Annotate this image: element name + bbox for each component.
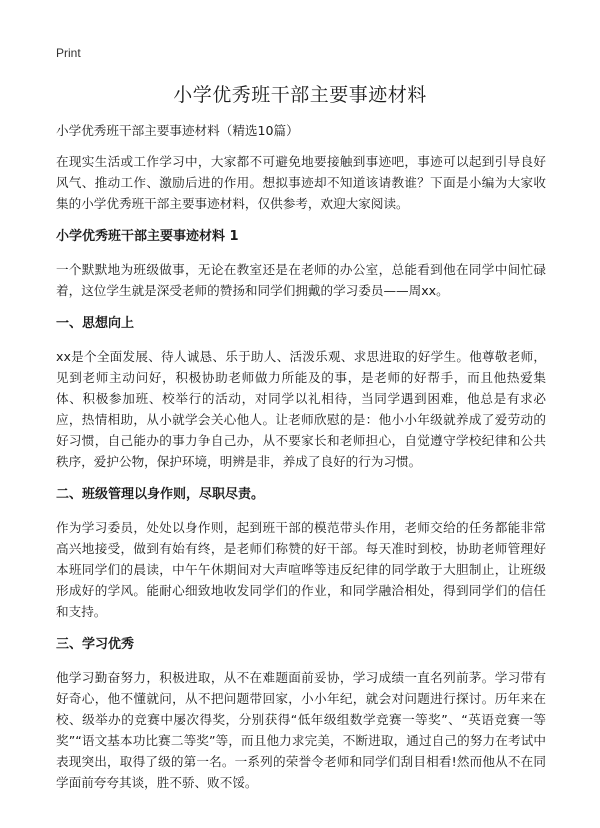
- section-body-study: 他学习勤奋努力，积极进取，从不在难题面前妥协，学习成绩一直名列前茅。学习带有好奇心，他不懂就问，从不把问题带回家，小小年纪，就会对问题进行探讨。历年来在校、级举办的竞赛中屡次得奖，分别获得“低年级组数学竞赛一等奖”、“英语竞赛一等奖”“语文基本功比赛二等奖”等，而且他力求完美，不断进取，通过自己的努力在考试中表现突出，取得了级的第一名。一系列的荣誉令老师和同学们刮目相看!然而他从不在同学面前夸夸其谈，胜不骄、败不馁。: [56, 670, 546, 790]
- section-body-thought: xx是个全面发展、待人诚恳、乐于助人、活泼乐观、求思进取的好学生。他尊敬老师，见到老师主动问好，积极协助老师做力所能及的事，是老师的好帮手，而且他热爱集体、积极参加班、校举行的活动，对同学以礼相待，当同学遇到困难，他总是有求必应，热情相助，从小就学会关心他人。让老师欣慰的是：他小小年级就养成了爱劳动的好习惯，自己能办的事力争自己办，从不要家长和老师担心，自觉遵守学校纪律和公共秩序，爱护公物，保护环境，明辨是非，养成了良好的行为习惯。: [56, 349, 546, 469]
- section-body-class-management: 作为学习委员，处处以身作则，起到班干部的模范带头作用，老师交给的任务都能非常高兴地接受，做到有始有终，是老师们称赞的好干部。每天准时到校，协助老师管理好本班同学们的晨读，中午午休期间对大声喧哗等违反纪律的同学敢于大胆制止，让班级形成好的学风。能耐心细致地收发同学们的作业，和同学融洽相处，得到同学们的信任和支持。: [56, 520, 546, 619]
- article-heading: 小学优秀班干部主要事迹材料 1: [56, 229, 239, 244]
- section-heading-class-management: 二、班级管理以身作则，尽职尽责。: [56, 487, 265, 502]
- document-body: [56, 120, 546, 805]
- article-opening-paragraph: 一个默默地为班级做事，无论在教室还是在老师的办公室，总能看到他在同学中间忙碌着，这位学生就是深受老师的赞扬和同学们拥戴的学习委员——周xx。: [56, 262, 546, 298]
- intro-paragraph: 在现实生活或工作学习中，大家都不可避免地要接触到事迹吧，事迹可以起到引导良好风气、推动工作、激励后进的作用。想拟事迹却不知道该请教谁？下面是小编为大家收集的小学优秀班干部主要事迹材料，仅供参考，欢迎大家阅读。: [56, 154, 546, 211]
- print-link[interactable]: Print: [56, 46, 81, 60]
- section-heading-study: 三、学习优秀: [56, 637, 135, 652]
- section-heading-thought: 一、思想向上: [56, 316, 135, 331]
- page-title: 小学优秀班干部主要事迹材料: [173, 84, 427, 106]
- document-subtitle: 小学优秀班干部主要事迹材料（精选10篇）: [56, 123, 299, 138]
